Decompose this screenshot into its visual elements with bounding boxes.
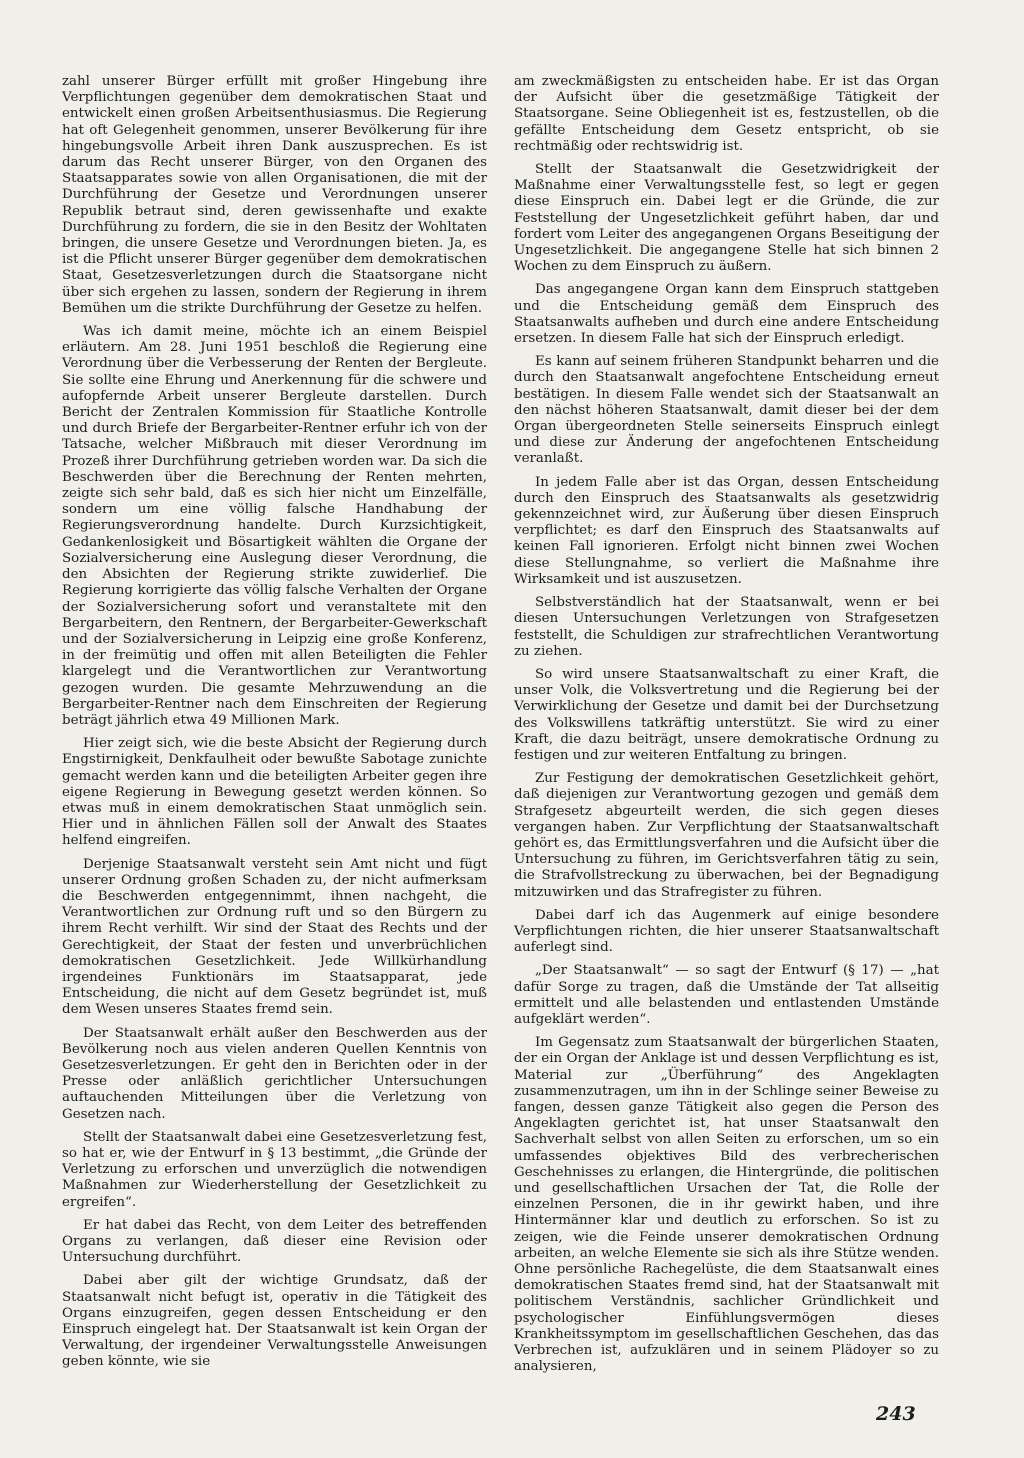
- right-column: [514, 74, 939, 1382]
- paragraph: Es kann auf seinem früheren Standpunkt beharren und die durch den Staatsanwalt angefochtene Entscheidung erneut bestätigen. In diesem Falle wendet sich der Staatsanwalt an den nächst höheren Staatsanwalt, damit dieser bei der dem Organ übergeordneten Stelle seinerseits Einspruch einlegt und diese zur Änderung der angefochtenen Entscheidung veranlaßt.: [514, 354, 939, 467]
- paragraph: Stellt der Staatsanwalt dabei eine Gesetzesverletzung fest, so hat er, wie der Entwurf in § 13 bestimmt, „die Gründe der Verletzung zu erforschen und unverzüglich die notwendigen Maßnahmen zur Wiederherstellung der Gesetzlichkeit zu ergreifen“.: [62, 1129, 487, 1210]
- paragraph: Stellt der Staatsanwalt die Gesetzwidrigkeit der Maßnahme einer Verwaltungsstelle fest, so legt er gegen diese Einspruch ein. Dabei legt er die Gründe, die zur Feststellung der Ungesetzlichkeit geführt haben, dar und fordert vom Leiter des angegangenen Organs Beseitigung der Ungesetzlichkeit. Die angegangene Stelle hat sich binnen 2 Wochen zu dem Einspruch zu äußern.: [514, 162, 939, 275]
- paragraph: Das angegangene Organ kann dem Einspruch stattgeben und die Entscheidung gemäß dem Einspruch des Staatsanwalts aufheben und durch eine andere Entscheidung ersetzen. In diesem Falle hat sich der Einspruch erledigt.: [514, 282, 939, 347]
- paragraph: „Der Staatsanwalt“ — so sagt der Entwurf (§ 17) — „hat dafür Sorge zu tragen, daß die Umstände der Tat allseitig ermittelt und alle belastenden und entlastenden Umstände aufgeklärt werden“.: [514, 963, 939, 1027]
- paragraph: Dabei aber gilt der wichtige Grundsatz, daß der Staatsanwalt nicht befugt ist, operativ in die Tätigkeit des Organs einzugreifen, gegen dessen Entscheidung er den Einspruch eingelegt hat. Der Staatsanwalt ist kein Organ der Verwaltung, der irgendeiner Verwaltungsstelle Anweisungen geben könnte, wie sie: [62, 1273, 487, 1370]
- paragraph: Derjenige Staatsanwalt versteht sein Amt nicht und fügt unserer Ordnung großen Schaden zu, der nicht aufmerksam die Beschwerden entgegennimmt, ihnen nachgeht, die Verantwortlichen zur Ordnung ruft und so den Bürgern zu ihrem Recht verhilft. Wir sind der Staat des Rechts und der Gerechtigkeit, der Staat der festen und unverbrüchlichen demokratischen Gesetzlichkeit. Jede Willkürhandlung irgendeines Funktionärs im Staatsapparat, jede Entscheidung, die nicht auf dem Gesetz begründet ist, muß dem Wesen unseres Staates fremd sein.: [62, 856, 487, 1018]
- page-number: 243: [876, 1403, 916, 1425]
- paragraph: Was ich damit meine, möchte ich an einem Beispiel erläutern. Am 28. Juni 1951 beschloß die Regierung eine Verordnung über die Verbesserung der Renten der Bergleute. Sie sollte eine Ehrung und Anerkennung für die schwere und aufopfernde Arbeit unserer Bergleute darstellen. Durch Bericht der Zentralen Kommission für Staatliche Kontrolle und durch Briefe der Bergarbeiter-Rentner erfuhr ich von der Tatsache, welcher Mißbrauch mit dieser Verordnung im Prozeß ihrer Durchführung getrieben worden war. Da sich die Beschwerden über die Berechnung der Renten mehrten, zeigte sich sehr bald, daß es sich hier nicht um Einzelfälle, sondern um eine völlig falsche Handhabung der Regierungsverordnung handelte. Durch Kurzsichtigkeit, Gedankenlosigkeit und Bösartigkeit wählten die Organe der Sozialversicherung eine Auslegung dieser Verordnung, die den Absichten der Regierung strikte zuwiderlief. Die Regierung korrigierte das völlig falsche Verhalten der Organe der Sozialversicherung sofort und veranstaltete mit den Bergarbeitern, den Rentnern, der Bergarbeiter-Gewerkschaft und der Sozialversicherung in Leipzig eine große Konferenz, in der freimütig und offen mit allen Beteiligten die Fehler klargelegt und die Verantwortlichen zur Verantwortung gezogen wurden. Die gesamte Mehrzuwendung an die Bergarbeiter-Rentner nach dem Einschreiten der Regierung beträgt jährlich etwa 49 Millionen Mark.: [62, 324, 487, 728]
- paragraph: zahl unserer Bürger erfüllt mit großer Hingebung ihre Verpflichtungen gegenüber dem demokratischen Staat und entwickelt einen großen Arbeitsenthusiasmus. Die Regierung hat oft Gelegenheit genommen, unserer Bevölkerung für ihre hingebungsvolle Arbeit ihren Dank auszusprechen. Es ist darum das Recht unserer Bürger, von den Organen des Staatsapparates sowie von allen Organisationen, die mit der Durchführung der Gesetze und Verordnungen unserer Republik betraut sind, deren gewissenhafte und exakte Durchführung zu fordern, die sie in den Besitz der Wohltaten bringen, die unsere Gesetze und Verordnungen bieten. Ja, es ist die Pflicht unserer Bürger gegenüber dem demokratischen Staat, Gesetzesverletzungen durch die Staatsorgane nicht über sich ergehen zu lassen, sondern der Regierung in ihrem Bemühen um die strikte Durchführung der Gesetze zu helfen.: [62, 74, 487, 316]
- paragraph: am zweckmäßigsten zu entscheiden habe. Er ist das Organ der Aufsicht über die gesetzmäßige Tätigkeit der Staatsorgane. Seine Obliegenheit ist es, festzustellen, ob die gefällte Entscheidung dem Gesetz entspricht, ob sie rechtmäßig oder rechtswidrig ist.: [514, 74, 939, 154]
- paragraph: So wird unsere Staatsanwaltschaft zu einer Kraft, die unser Volk, die Volksvertretung und die Regierung bei der Verwirklichung der Gesetze und damit bei der Durchsetzung des Volkswillens tatkräftig unterstützt. Sie wird zu einer Kraft, die dazu beiträgt, unsere demokratische Ordnung zu festigen und zur weiteren Entfaltung zu bringen.: [514, 666, 939, 763]
- left-column: [62, 74, 487, 1378]
- paragraph: In jedem Falle aber ist das Organ, dessen Entscheidung durch den Einspruch des Staatsanwalts als gesetzwidrig gekennzeichnet wird, zur Äußerung über diesen Einspruch verpflichtet; es darf den Einspruch des Staatsanwalts auf keinen Fall ignorieren. Erfolgt nicht binnen zwei Wochen diese Stellungnahme, so verliert die Maßnahme ihre Wirksamkeit und ist auszusetzen.: [514, 474, 939, 587]
- paragraph: Dabei darf ich das Augenmerk auf einige besondere Verpflichtungen richten, die hier unserer Staatsanwaltschaft auferlegt sind.: [514, 907, 939, 956]
- paragraph: Hier zeigt sich, wie die beste Absicht der Regierung durch Engstirnigkeit, Denkfaulheit oder bewußte Sabotage zunichte gemacht werden kann und die beteiligten Arbeiter gegen ihre eigene Regierung in Bewegung gesetzt werden können. So etwas muß in einem demokratischen Staat unmöglich sein. Hier und in ähnlichen Fällen soll der Anwalt des Staates helfend eingreifen.: [62, 736, 487, 849]
- paragraph: Zur Festigung der demokratischen Gesetzlichkeit gehört, daß diejenigen zur Verantwortung gezogen und gemäß dem Strafgesetz abgeurteilt werden, die sich gegen dieses vergangen haben. Zur Verpflichtung der Staatsanwaltschaft gehört es, das Ermittlungsverfahren und die Aufsicht über die Untersuchung zu führen, im Gerichtsverfahren tätig zu sein, die Strafvollstreckung zu überwachen, bei der Begnadigung mitzuwirken und das Strafregister zu führen.: [514, 771, 939, 900]
- paragraph: Selbstverständlich hat der Staatsanwalt, wenn er bei diesen Untersuchungen Verletzungen von Strafgesetzen feststellt, die Schuldigen zur strafrechtlichen Verantwortung zu ziehen.: [514, 595, 939, 659]
- paragraph: Im Gegensatz zum Staatsanwalt der bürgerlichen Staaten, der ein Organ der Anklage ist und dessen Verpflichtung es ist, Material zur „Überführung“ des Angeklagten zusammenzutragen, um ihn in der Schlinge seiner Beweise zu fangen, dessen ganze Tätigkeit also gegen die Person des Angeklagten gerichtet ist, hat unser Staatsanwalt den Sachverhalt selbst von allen Seiten zu erforschen, um so ein umfassendes objektives Bild des verbrecherischen Geschehnisses zu erlangen, die Hintergründe, die politischen und gesellschaftlichen Ursachen der Tat, die Rolle der einzelnen Personen, die in ihr gewirkt haben, und ihre Hintermänner klar und deutlich zu erforschen. So ist zu zeigen, wie die Feinde unserer demokratischen Ordnung arbeiten, an welche Elemente sie sich als ihre Stütze wenden. Ohne persönliche Rachegelüste, die dem Staatsanwalt eines demokratischen Staates fremd sind, hat der Staatsanwalt mit politischem Verständnis, sachlicher Gründlichkeit und psychologischer Einfühlungsvermögen dieses Krankheitssymptom im gesellschaftlichen Geschehen, das das Verbrechen ist, aufzuklären und in seinem Plädoyer so zu analysieren,: [514, 1035, 939, 1375]
- paragraph: Er hat dabei das Recht, von dem Leiter des betreffenden Organs zu verlangen, daß dieser eine Revision oder Untersuchung durchführt.: [62, 1217, 487, 1266]
- paragraph: Der Staatsanwalt erhält außer den Beschwerden aus der Bevölkerung noch aus vielen anderen Quellen Kenntnis von Gesetzesverletzungen. Er geht den in Berichten oder in der Presse oder anläßlich gerichtlicher Untersuchungen auftauchenden Mitteilungen über die Verletzung von Gesetzen nach.: [62, 1025, 487, 1122]
